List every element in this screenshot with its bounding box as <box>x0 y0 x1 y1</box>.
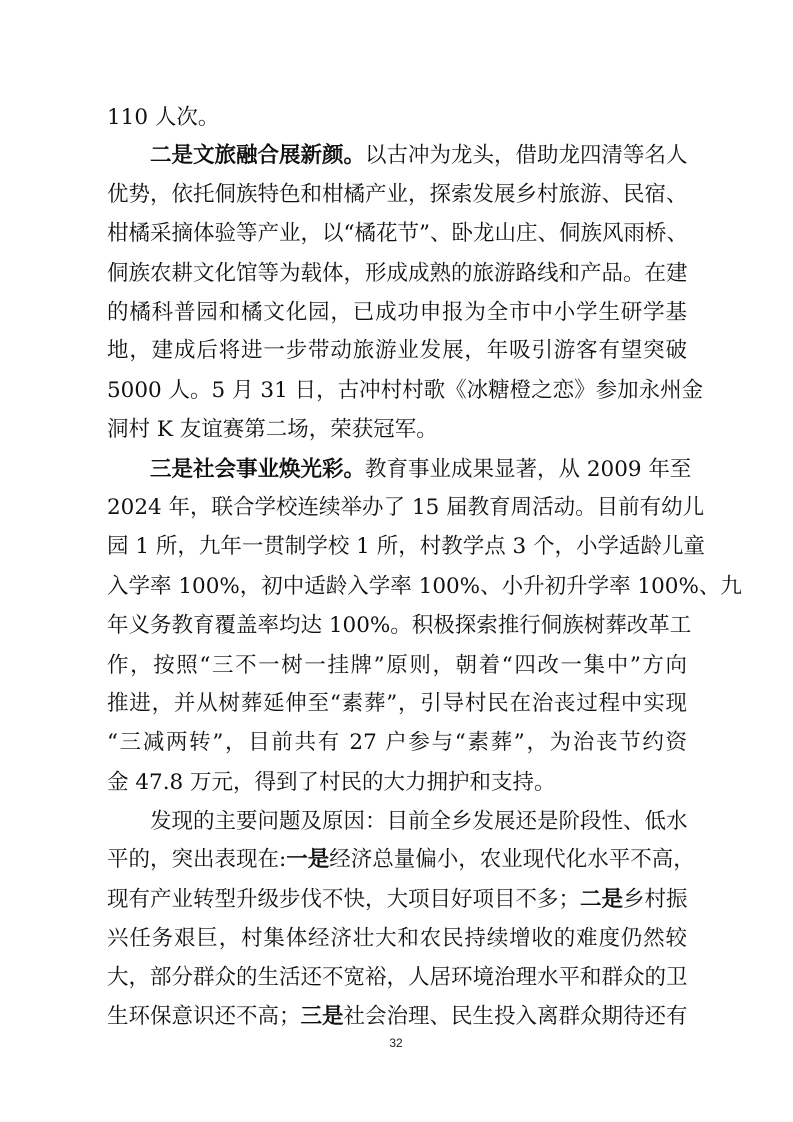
text-line: 年义务教育覆盖率均达 100%。积极探索推行侗族树葬改革工 <box>107 613 692 639</box>
text-line: 2024 年，联合学校连续举办了 15 届教育周活动。目前有幼儿 <box>107 495 705 520</box>
text-line: 兴任务艰巨，村集体经济壮大和农民持续增收的难度仍然较 <box>107 926 687 952</box>
text-line: 地，建成后将进一步带动旅游业发展，年吸引游客有望突破 <box>107 338 687 364</box>
text-line: “三减两转”，目前共有 27 户参与“素葬”，为治丧节约资 <box>107 730 687 756</box>
text-line: 5000 人。5 月 31 日，古冲村村歌《冰糖橙之恋》参加永州金 <box>107 377 704 403</box>
text-line <box>107 840 695 880</box>
text-line <box>107 880 687 920</box>
text-line: 110 人次。 <box>107 105 220 130</box>
text-line <box>107 997 687 1037</box>
text-line: 洞村 K 友谊赛第二场，荣获冠军。 <box>107 417 438 443</box>
text-line <box>150 450 692 490</box>
text-line: 推进，并从树葬延伸至“素葬”，引导村民在治丧过程中实现 <box>107 690 687 716</box>
text-run: 现有产业转型升级步伐不快，大项目好项目不多； <box>107 886 581 912</box>
text-run: 生环保意识还不高； <box>107 1004 301 1029</box>
bold-term: 三是 <box>300 1004 344 1029</box>
text-run: 平的，突出表现在: <box>107 847 287 873</box>
text-line: 作，按照“三不一树一挂牌”原则，朝着“四改一集中”方向 <box>107 652 687 678</box>
text-line: 柑橘采摘体验等产业，以“橘花节”、卧龙山庄、侗族风雨桥、 <box>107 221 688 247</box>
text-line: 入学率 100%，初中适龄入学率 100%、小升初升学率 100%、九 <box>107 573 742 599</box>
text-line: 侗族农耕文化馆等为载体，形成成熟的旅游路线和产品。在建 <box>107 260 688 286</box>
text-line <box>150 136 687 176</box>
text-line: 园 1 所，九年一贯制学校 1 所，村教学点 3 个，小学适龄儿童 <box>107 534 706 560</box>
text-line: 发现的主要问题及原因：目前全乡发展还是阶段性、低水 <box>150 809 688 834</box>
page-number: 32 <box>389 1036 403 1050</box>
bold-heading: 三是社会事业焕光彩。 <box>150 456 366 482</box>
text-line: 的橘科普园和橘文化园，已成功申报为全市中小学生研学基 <box>107 300 687 325</box>
bold-heading: 二是文旅融合展新颜。 <box>150 143 366 169</box>
text-run: 经济总量偏小，农业现代化水平不高， <box>329 847 695 873</box>
bold-term: 一是 <box>286 847 330 873</box>
text-run: 教育事业成果显著，从 2009 年至 <box>365 456 692 482</box>
text-line: 金 47.8 万元，得到了村民的大力拥护和支持。 <box>107 769 556 795</box>
bold-term: 二是 <box>580 886 624 912</box>
text-run: 乡村振 <box>623 886 688 912</box>
text-line: 优势，依托侗族特色和柑橘产业，探索发展乡村旅游、民宿、 <box>107 181 688 207</box>
text-run: 以古冲为龙头，借助龙四清等名人 <box>365 143 688 169</box>
text-line: 大，部分群众的生活还不宽裕，人居环境治理水平和群众的卫 <box>107 964 688 990</box>
text-run: 社会治理、民生投入离群众期待还有 <box>343 1004 688 1029</box>
